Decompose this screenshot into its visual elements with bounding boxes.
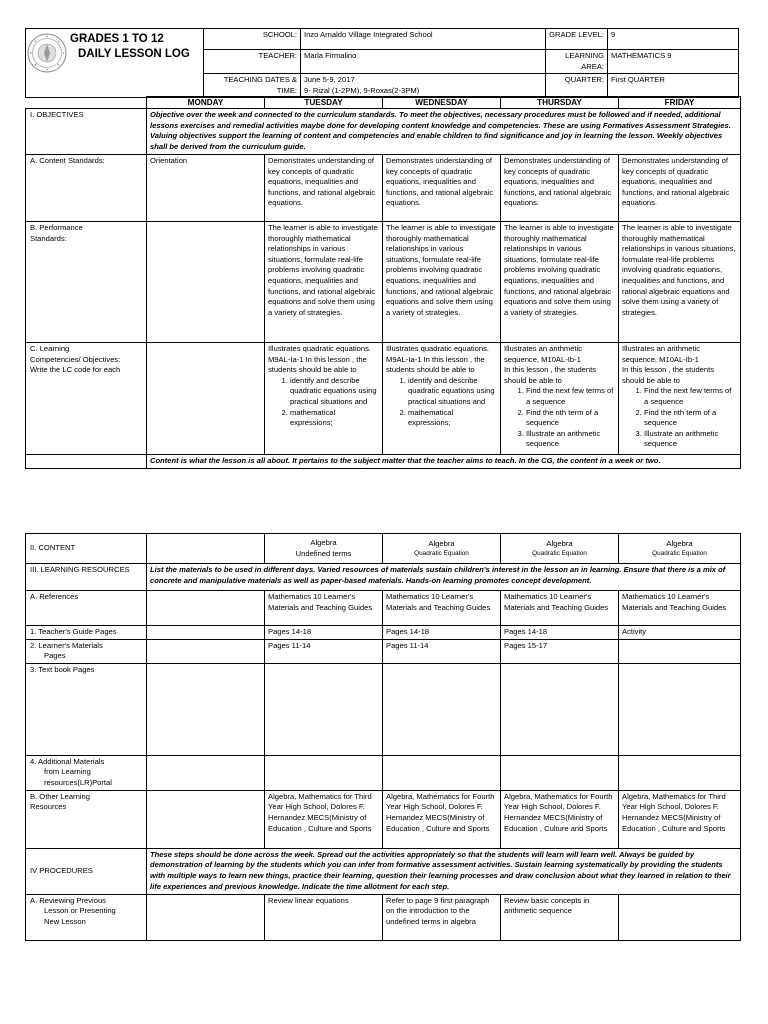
day-monday: MONDAY <box>147 97 265 109</box>
school-label: SCHOOL: <box>204 29 301 50</box>
references-tue: Mathematics 10 Learner's Materials and Teaching Guides <box>265 591 383 626</box>
additional-materials-thu <box>501 755 619 790</box>
references-mon <box>147 591 265 626</box>
title-line-1: GRADES 1 TO 12 <box>70 33 164 45</box>
textbook-wed <box>383 663 501 755</box>
competencies-thu: Illustrates an arithmetic sequence, M10AL-Ib-1 In this lesson , the students should be able to 1. Find the next few terms of a sequence 2. Find the nth term of a sequence 3. Illustrate an arithmetic sequence <box>501 343 619 455</box>
textbook-fri <box>619 663 741 755</box>
footnote-empty <box>26 455 147 469</box>
reviewing-tue: Review linear equations <box>265 894 383 940</box>
day-friday: FRIDAY <box>619 97 741 109</box>
reviewing-wed: Refer to page 9 first paragraph on the introduction to the undefined terms in algebra <box>383 894 501 940</box>
content-wed: Algebra Quadratic Equation <box>383 534 501 564</box>
dates-label: TEACHING DATES & TIME: <box>204 74 301 98</box>
performance-standards-fri: The learner is able to investigate thoroughly mathematical relationships in various situations, formulate real-life problems involving quadratic equations, inequalities and functions, and rational algebraic equations and solve them using a variety of strategies. <box>619 222 741 343</box>
learning-resources-text: List the materials to be used in different days. Varied resources of materials sustain children's interest in the lesson an in learning. Ensure that there is a mix of concrete and manipulative materials as well as paper-based materials. Hands-on learning promotes concept development. <box>147 564 741 591</box>
competencies-mon <box>147 343 265 455</box>
dates-value: June 5-9, 2017 9- Rizal (1-2PM), 9-Roxas(2-3PM) <box>301 74 546 98</box>
additional-materials-label: 4. Additional Materials from Learning resources(LR)Portal <box>26 755 147 790</box>
other-resources-mon <box>147 790 265 848</box>
performance-standards-wed: The learner is able to investigate thoroughly mathematical relationships in various situations, formulate real-life problems involving quadratic equations, inequalities and functions, and rational algebraic equations and solve them using a variety of strategies. <box>383 222 501 343</box>
competencies-label: C. Learning Competencies/ Objectives: Write the LC code for each <box>26 343 147 455</box>
textbook-thu <box>501 663 619 755</box>
other-resources-wed: Algebra, Mathematics for Fourth Year High School, Dolores F. Hernandez MECS(Ministry of Education , Culture and Sports <box>383 790 501 848</box>
area-value: MATHEMATICS 9 <box>608 50 739 74</box>
quarter-label: QUARTER: <box>546 74 608 98</box>
objectives-text: Objective over the week and connected to the curriculum standards. To meet the objectives, necessary procedures must be followed and if needed, additional lessons exercises and remedial activities maybe done for developing content knowledge and competencies. These are using Formatives Assessment Strategies. Valuing objectives support the learning of content and competencies and enable children to find significance and joy in learning the lesson. Weekly objectives shall be derived from the curriculum guide. <box>147 109 741 155</box>
learners-materials-label: 2. Learner's Materials Pages <box>26 639 147 663</box>
title-line-2: DAILY LESSON LOG <box>78 48 190 60</box>
content-standards-mon: Orientation <box>147 155 265 222</box>
competencies-wed: Illustrates quadratic equations. M9AL-Ia-1 In this lesson , the students should be able to 1. identify and describe quadratic equations using practical situations and 2. mathematical expressions; <box>383 343 501 455</box>
reviewing-thu: Review basic concepts in arithmetic sequence <box>501 894 619 940</box>
learners-materials-mon <box>147 639 265 663</box>
performance-standards-tue: The learner is able to investigate thoroughly mathematical relationships in various situations, formulate real-life problems involving quadratic equations, inequalities and functions, and rational algebraic equations and solve them using a variety of strategies. <box>265 222 383 343</box>
textbook-tue <box>265 663 383 755</box>
procedures-text: These steps should be done across the week. Spread out the activities appropriately so that the students will learn will learn well. Always be guided by demonstration of learning by the students which you can infer from formative assessment activities. Sustain learning systematically by providing the students with multiple ways to learn new things, practice their learning, question their learning processes and draw conclusion about what they learned in relation to their life experiences and previous knowledge. Indicate the time allotment for each step. <box>147 848 741 894</box>
day-thursday: THURSDAY <box>501 97 619 109</box>
teachers-guide-label: 1. Teacher's Guide Pages <box>26 626 147 640</box>
day-tuesday: TUESDAY <box>265 97 383 109</box>
performance-standards-mon <box>147 222 265 343</box>
content-standards-wed: Demonstrates understanding of key concepts of quadratic equations, inequalities and functions, and rational algebraic equations. <box>383 155 501 222</box>
learners-materials-wed: Pages 11-14 <box>383 639 501 663</box>
textbook-mon <box>147 663 265 755</box>
content-standards-label: A. Content Standards: <box>26 155 147 222</box>
quarter-value: First QUARTER <box>608 74 739 98</box>
teacher-label: TEACHER: <box>204 50 301 74</box>
teachers-guide-tue: Pages 14-18 <box>265 626 383 640</box>
teacher-value: Marla Firmalino <box>301 50 546 74</box>
additional-materials-fri <box>619 755 741 790</box>
objectives-label: I. OBJECTIVES <box>26 109 147 155</box>
references-thu: Mathematics 10 Learner's Materials and Teaching Guides <box>501 591 619 626</box>
content-label: II. CONTENT <box>26 534 147 564</box>
content-tue: Algebra Undefined terms <box>265 534 383 564</box>
teachers-guide-wed: Pages 14-18 <box>383 626 501 640</box>
title-block <box>26 29 204 98</box>
content-standards-thu: Demonstrates understanding of key concepts of quadratic equations, inequalities and functions, and rational algebraic equations. <box>501 155 619 222</box>
day-wednesday: WEDNESDAY <box>383 97 501 109</box>
references-label: A. References <box>26 591 147 626</box>
resources-table <box>25 533 741 941</box>
competencies-tue: Illustrates quadratic equations. M9AL-Ia-1 In this lesson , the students should be able to 1. identify and describe quadratic equations using practical situations and 2. mathematical expressions; <box>265 343 383 455</box>
grade-value: 9 <box>608 29 739 50</box>
content-mon <box>147 534 265 564</box>
other-resources-thu: Algebra, Mathematics for Fourth Year High School, Dolores F. Hernandez MECS(Ministry of Education , Culture and Sports <box>501 790 619 848</box>
other-resources-fri: Algebra, Mathematics for Third Year High School, Dolores F. Hernandez MECS(Ministry of Education , Culture and Sports <box>619 790 741 848</box>
objectives-table <box>25 96 741 469</box>
school-value: Inzo Arnaldo Village Integrated School <box>301 29 546 50</box>
other-resources-label: B. Other Learning Resources <box>26 790 147 848</box>
content-standards-tue: Demonstrates understanding of key concepts of quadratic equations, inequalities and functions, and rational algebraic equations. <box>265 155 383 222</box>
reviewing-mon <box>147 894 265 940</box>
teachers-guide-fri: Activity <box>619 626 741 640</box>
performance-standards-thu: The learner is able to investigate thoroughly mathematical relationships in various situations, formulate real-life problems involving quadratic equations, inequalities and functions, and rational algebraic equations and solve them using a variety of strategies. <box>501 222 619 343</box>
learners-materials-thu: Pages 15-17 <box>501 639 619 663</box>
learners-materials-tue: Pages 11-14 <box>265 639 383 663</box>
textbook-label: 3. Text book Pages <box>26 663 147 755</box>
additional-materials-mon <box>147 755 265 790</box>
header-table <box>25 28 739 98</box>
procedures-label: IV PROCEDURES <box>26 848 147 894</box>
grade-label: GRADE LEVEL: <box>546 29 608 50</box>
other-resources-tue: Algebra, Mathematics for Third Year High School, Dolores F. Hernandez MECS(Ministry of Education , Culture and Sports <box>265 790 383 848</box>
content-thu: Algebra Quadratic Equation <box>501 534 619 564</box>
learning-resources-label: III. LEARNING RESOURCES <box>26 564 147 591</box>
additional-materials-wed <box>383 755 501 790</box>
teachers-guide-mon <box>147 626 265 640</box>
reviewing-fri <box>619 894 741 940</box>
competencies-fri: Illustrates an arithmetic sequence, M10AL-Ib-1 In this lesson , the students should be able to 1. Find the next few terms of a sequence 2. Find the nth term of a sequence 3. Illustrate an arithmetic sequence <box>619 343 741 455</box>
references-wed: Mathematics 10 Learner's Materials and Teaching Guides <box>383 591 501 626</box>
learners-materials-fri <box>619 639 741 663</box>
references-fri: Mathematics 10 Learner's Materials and Teaching Guides <box>619 591 741 626</box>
content-footnote: Content is what the lesson is all about. It pertains to the subject matter that the teacher aims to teach. In the CG, the content in a week or two. <box>147 455 741 469</box>
performance-standards-label: B. Performance Standards: <box>26 222 147 343</box>
reviewing-label: A. Reviewing Previous Lesson or Presenting New Lesson <box>26 894 147 940</box>
additional-materials-tue <box>265 755 383 790</box>
teachers-guide-thu: Pages 14-18 <box>501 626 619 640</box>
area-label: LEARNING AREA: <box>546 50 608 74</box>
content-standards-fri: Demonstrates understanding of key concepts of quadratic equations, inequalities and functions, and rational algebraic equations. <box>619 155 741 222</box>
content-fri: Algebra Quadratic Equation <box>619 534 741 564</box>
